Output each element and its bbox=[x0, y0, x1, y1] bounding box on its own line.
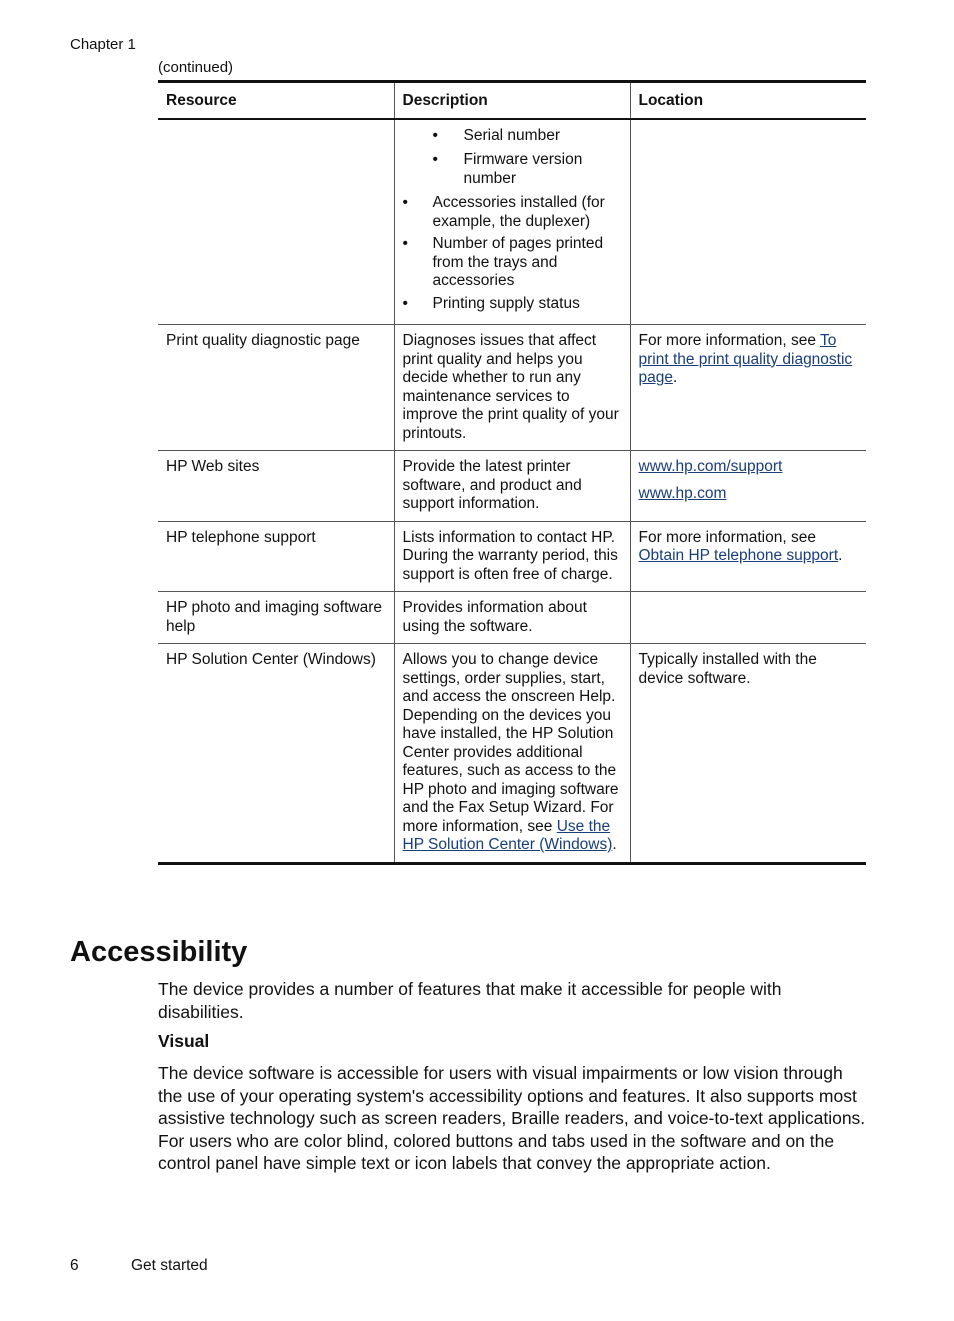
footer-title: Get started bbox=[131, 1257, 208, 1274]
bullet-icon: • bbox=[402, 235, 408, 252]
page-number: 6 bbox=[70, 1257, 79, 1274]
description-cell: Provide the latest printer software, and product and support information. bbox=[394, 451, 630, 522]
resources-table bbox=[158, 80, 866, 865]
table-row bbox=[158, 521, 866, 592]
description-cell: Provides information about using the software. bbox=[394, 592, 630, 644]
resource-cell bbox=[158, 119, 394, 325]
list-item: • Printing supply status bbox=[402, 294, 580, 312]
list-item: • Number of pages printed from the trays and accessories bbox=[402, 235, 604, 289]
location-cell: Typically installed with the device software. bbox=[630, 644, 866, 864]
bullet-list bbox=[403, 127, 622, 314]
list-item: • Serial number bbox=[432, 126, 560, 144]
column-header-description: Description bbox=[394, 82, 630, 119]
table-header-row bbox=[158, 82, 866, 119]
description-cell: Allows you to change device settings, order supplies, start, and access the onscreen Help. Depending on the devices you have installed, the HP Solution Center provides additional features, such as access to the HP photo and imaging software and the Fax Setup Wizard. For more information, see Use the HP Solution Center (Windows). bbox=[394, 644, 630, 864]
bullet-icon: • bbox=[432, 151, 438, 168]
bullet-icon: • bbox=[432, 126, 438, 144]
location-cell bbox=[630, 119, 866, 325]
resource-cell: HP photo and imaging software help bbox=[158, 592, 394, 644]
continued-label: (continued) bbox=[158, 59, 234, 76]
location-cell bbox=[630, 592, 866, 644]
subheading-visual: Visual bbox=[158, 1031, 210, 1051]
table-row bbox=[158, 644, 866, 864]
location-cell: For more information, see Obtain HP telephone support. bbox=[630, 521, 866, 592]
table-row bbox=[158, 325, 866, 451]
print-quality-page-link[interactable]: To print the print quality diagnostic page bbox=[638, 332, 853, 386]
visual-paragraph: The device software is accessible for users with visual impairments or low vision through the use of your operating system's accessibility options and features. It also supports most assistive technology such as screen readers, Braille readers, and voice-to-text applications. For users who are color blind, colored buttons and tabs used in the software and on the control panel have simple text or icon labels that convey the appropriate action. bbox=[158, 1063, 866, 1173]
bullet-icon: • bbox=[402, 294, 408, 312]
solution-center-link[interactable]: Use the HP Solution Center (Windows) bbox=[402, 817, 613, 853]
table-row bbox=[158, 119, 866, 325]
resource-cell: HP Web sites bbox=[158, 451, 394, 522]
section-title: Accessibility bbox=[70, 936, 248, 968]
column-header-location: Location bbox=[630, 82, 866, 119]
list-item: • Accessories installed (for example, the duplexer) bbox=[402, 194, 605, 230]
resource-cell: HP telephone support bbox=[158, 521, 394, 592]
list-item: • Firmware version number bbox=[432, 151, 583, 187]
location-cell bbox=[630, 451, 866, 522]
location-cell: For more information, see To print the print quality diagnostic page. bbox=[630, 325, 866, 451]
table-row bbox=[158, 451, 866, 522]
resource-cell: Print quality diagnostic page bbox=[158, 325, 394, 451]
description-cell: Diagnoses issues that affect print quality and helps you decide whether to run any maintenance services to improve the print quality of your printouts. bbox=[394, 325, 630, 451]
hp-home-link[interactable]: www.hp.com bbox=[638, 484, 727, 502]
chapter-label: Chapter 1 bbox=[70, 36, 136, 53]
resource-cell: HP Solution Center (Windows) bbox=[158, 644, 394, 864]
intro-paragraph: The device provides a number of features that make it accessible for people with disabilities. bbox=[158, 979, 782, 1022]
description-cell: Lists information to contact HP. During the warranty period, this support is often free of charge. bbox=[394, 521, 630, 592]
bullet-icon: • bbox=[402, 194, 408, 211]
hp-support-link[interactable]: www.hp.com/support bbox=[638, 458, 783, 475]
table-row bbox=[158, 592, 866, 644]
description-cell bbox=[394, 119, 630, 325]
column-header-resource: Resource bbox=[158, 82, 394, 119]
telephone-support-link[interactable]: Obtain HP telephone support bbox=[638, 547, 839, 564]
